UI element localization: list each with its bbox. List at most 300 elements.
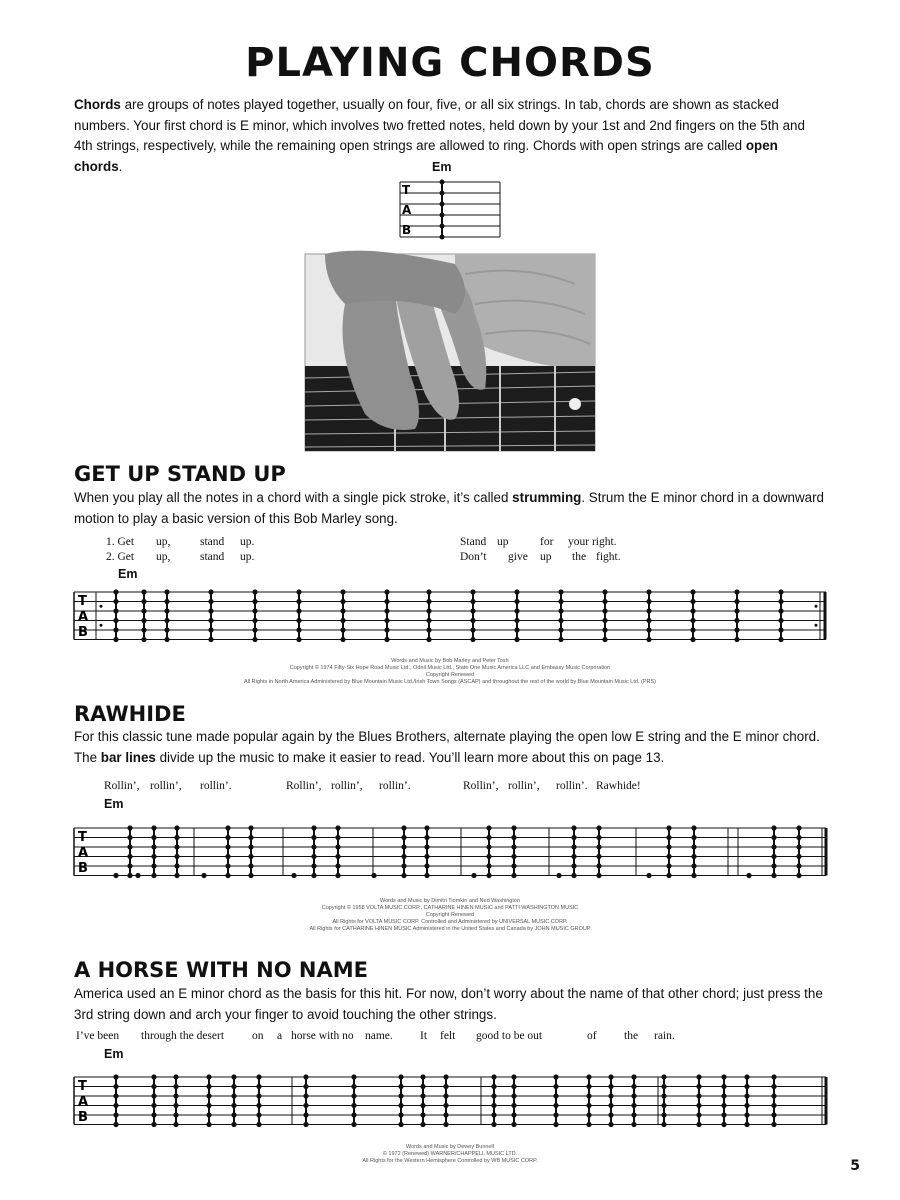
lyric: felt — [440, 1030, 456, 1042]
em-chord-tab — [400, 178, 500, 238]
tab-note — [696, 1093, 701, 1098]
tab-note — [340, 608, 345, 613]
tab-letter-a: A — [402, 203, 412, 217]
page-number: 5 — [850, 1158, 860, 1174]
tab-note — [208, 627, 213, 632]
tab-note — [296, 589, 301, 594]
tab-note — [151, 844, 156, 849]
tab-note — [631, 1084, 636, 1089]
tab-note — [303, 1093, 308, 1098]
tab-note — [691, 873, 696, 878]
tab-note — [303, 1074, 308, 1079]
credit-line: Copyright © 1958 VOLTA MUSIC CORP., CATHARINE HINEN MUSIC and PATTI WASHINGTON MUSIC — [321, 905, 579, 911]
lyric: horse with no — [291, 1030, 354, 1042]
tab-note — [558, 608, 563, 613]
tab-letter: T — [78, 830, 87, 845]
tab-note — [401, 863, 406, 868]
tab-note — [420, 1084, 425, 1089]
tab-note — [208, 618, 213, 623]
tab-staff-a-horse-with-no-name — [74, 1073, 826, 1129]
chord-label: Em — [104, 1047, 124, 1061]
tab-note — [151, 835, 156, 840]
tab-note — [596, 873, 601, 878]
tab-note — [398, 1074, 403, 1079]
tab-note — [351, 1074, 356, 1079]
tab-note — [231, 1074, 236, 1079]
tab-note — [511, 825, 516, 830]
tab-note — [225, 854, 230, 859]
tab-note — [558, 637, 563, 642]
tab-note — [602, 637, 607, 642]
tab-note — [771, 1103, 776, 1108]
tab-note — [558, 599, 563, 604]
tab-note — [596, 825, 601, 830]
tab-note — [127, 835, 132, 840]
page-title: PLAYING CHORDS — [245, 40, 655, 86]
tab-note — [384, 599, 389, 604]
tab-note — [646, 618, 651, 623]
tab-note — [225, 825, 230, 830]
tab-note — [796, 854, 801, 859]
tab-note — [208, 608, 213, 613]
tab-note — [646, 873, 651, 878]
tab-note — [151, 1074, 156, 1079]
section1-text-a: When you play all the notes in a chord with a single pick stroke, it’s called — [74, 490, 513, 505]
tab-note — [135, 873, 140, 878]
tab-note — [231, 1122, 236, 1127]
tab-note — [113, 1122, 118, 1127]
tab-note — [646, 599, 651, 604]
tab-note — [174, 844, 179, 849]
tab-note — [420, 1112, 425, 1117]
tab-note — [173, 1093, 178, 1098]
tab-note — [424, 825, 429, 830]
tab-note — [553, 1074, 558, 1079]
tab-note — [311, 835, 316, 840]
lyric: rollin’, — [508, 780, 540, 792]
lyric: give — [508, 551, 528, 563]
tab-note — [746, 873, 751, 878]
tab-note — [398, 1084, 403, 1089]
lyric: Rollin’, — [286, 780, 322, 792]
lyric: 1. Get — [106, 536, 135, 548]
term-strumming: strumming — [512, 490, 582, 505]
tab-note — [771, 844, 776, 849]
lyric: the — [624, 1030, 639, 1042]
tab-note — [113, 1112, 118, 1117]
tab-note — [602, 589, 607, 594]
lyric: up. — [240, 551, 255, 563]
tab-note — [398, 1103, 403, 1108]
tab-note — [206, 1093, 211, 1098]
tab-note — [491, 1112, 496, 1117]
lyric: the — [572, 551, 587, 563]
tab-note — [690, 608, 695, 613]
tab-note — [174, 825, 179, 830]
tab-note — [252, 608, 257, 613]
tab-note — [424, 854, 429, 859]
tab-note — [151, 1103, 156, 1108]
tab-note — [113, 873, 118, 878]
tab-note — [335, 844, 340, 849]
lyric: I’ve been — [76, 1030, 120, 1042]
tab-note — [206, 1074, 211, 1079]
tab-note — [771, 1112, 776, 1117]
tab-note — [511, 1112, 516, 1117]
tab-note — [113, 1103, 118, 1108]
tab-note — [151, 1112, 156, 1117]
lyric: stand — [200, 536, 225, 548]
section1-paragraph — [74, 488, 824, 529]
tab-note — [470, 599, 475, 604]
tab-note — [164, 627, 169, 632]
section-heading-rawhide: RAWHIDE — [74, 702, 186, 726]
tab-note — [608, 1074, 613, 1079]
tab-note — [113, 637, 118, 642]
tab-note — [426, 627, 431, 632]
tab-note — [691, 854, 696, 859]
tab-note — [796, 873, 801, 878]
tab-letter-b: B — [402, 223, 412, 237]
tab-note — [470, 637, 475, 642]
tab-note — [335, 835, 340, 840]
tab-note — [248, 844, 253, 849]
lyric: up, — [156, 551, 171, 563]
tab-note — [426, 599, 431, 604]
tab-note — [608, 1103, 613, 1108]
tab-note — [231, 1103, 236, 1108]
tab-note — [586, 1103, 591, 1108]
tab-note — [586, 1074, 591, 1079]
tab-note — [646, 589, 651, 594]
lyric: Rawhide! — [596, 780, 641, 792]
section3-paragraph: America used an E minor chord as the basis for this hit. For now, don’t worry about the name of that other chord; just press the 3rd string down and arch your finger to avoid touching the other strings. — [74, 986, 823, 1022]
tab-note — [164, 618, 169, 623]
tab-note — [335, 873, 340, 878]
tab-note — [335, 825, 340, 830]
tab-note — [721, 1103, 726, 1108]
tab-note — [666, 873, 671, 878]
tab-note — [514, 608, 519, 613]
tab-note — [335, 854, 340, 859]
tab-note — [586, 1084, 591, 1089]
tab-note — [486, 825, 491, 830]
tab-note — [426, 589, 431, 594]
tab-note — [491, 1074, 496, 1079]
tab-note — [666, 835, 671, 840]
tab-note — [690, 589, 695, 594]
credit-line: Words and Music by Bob Marley and Peter Tosh — [391, 658, 509, 664]
tab-note — [691, 844, 696, 849]
tab-note — [514, 599, 519, 604]
tab-note — [206, 1103, 211, 1108]
section-heading-a-horse-with-no-name: A HORSE WITH NO NAME — [74, 958, 368, 982]
tab-note — [113, 1074, 118, 1079]
tab-note — [256, 1084, 261, 1089]
tab-note — [113, 627, 118, 632]
tab-note — [443, 1074, 448, 1079]
tab-note — [571, 844, 576, 849]
tab-note — [127, 863, 132, 868]
tab-letter: T — [78, 1079, 87, 1094]
tab-note — [252, 627, 257, 632]
tab-note — [113, 599, 118, 604]
tab-note — [661, 1093, 666, 1098]
lyric: rollin’. — [379, 780, 411, 792]
credit-line: All Rights for VOLTA MUSIC CORP. Controlled and Administered by UNIVERSAL MUSIC CORP. — [332, 919, 568, 925]
tab-note — [691, 835, 696, 840]
tab-note — [384, 608, 389, 613]
tab-note — [734, 608, 739, 613]
lyric: of — [587, 1030, 597, 1042]
lyric: Rollin’, — [104, 780, 140, 792]
tab-note — [744, 1084, 749, 1089]
tab-note — [248, 825, 253, 830]
tab-note — [252, 599, 257, 604]
lyric: rollin’, — [150, 780, 182, 792]
tab-note — [164, 599, 169, 604]
tab-note — [401, 825, 406, 830]
tab-note — [771, 873, 776, 878]
tab-note — [256, 1122, 261, 1127]
tab-letter: A — [78, 1094, 89, 1110]
tab-note — [174, 835, 179, 840]
tab-note — [646, 637, 651, 642]
tab-note — [225, 863, 230, 868]
tab-note — [553, 1093, 558, 1098]
credit-line: © 1972 (Renewed) WARNER/CHAPPELL MUSIC LTD. — [382, 1151, 518, 1157]
tab-note — [248, 863, 253, 868]
tab-note — [371, 873, 376, 878]
credit-line: All Rights for CATHARINE HINEN MUSIC Administered in the United States and Canada by JOHN MUSIC GROUP — [309, 926, 591, 932]
tab-note — [311, 854, 316, 859]
tab-note — [511, 844, 516, 849]
tab-note — [311, 825, 316, 830]
tab-note — [778, 589, 783, 594]
section1-text-b: . Strum the E minor chord in a downward motion to play a basic version of this Bob Marley song. — [74, 490, 824, 526]
lyric: stand — [200, 551, 225, 563]
lyric: name. — [365, 1030, 393, 1042]
tab-note — [151, 873, 156, 878]
tab-note — [778, 618, 783, 623]
tab-note — [113, 589, 118, 594]
tab-note — [351, 1122, 356, 1127]
section-heading-get-up-stand-up: GET UP STAND UP — [74, 462, 286, 486]
lyric: through the desert — [141, 1030, 225, 1042]
tab-note — [151, 825, 156, 830]
tab-note — [384, 589, 389, 594]
credit-line: Copyright Renewed — [425, 912, 475, 918]
tab-note — [420, 1103, 425, 1108]
tab-note — [401, 844, 406, 849]
tab-note — [340, 618, 345, 623]
tab-letter: A — [78, 609, 89, 625]
tab-note — [666, 854, 671, 859]
tab-note — [666, 863, 671, 868]
tab-note — [113, 618, 118, 623]
tab-note — [596, 863, 601, 868]
chord-hand-photo — [305, 254, 595, 451]
tab-note — [208, 589, 213, 594]
tab-note — [491, 1122, 496, 1127]
tab-note — [206, 1122, 211, 1127]
tab-note — [511, 1074, 516, 1079]
tab-note — [401, 873, 406, 878]
tab-note — [303, 1103, 308, 1108]
tab-note — [252, 589, 257, 594]
tab-note — [558, 589, 563, 594]
tab-note — [164, 608, 169, 613]
tab-note — [173, 1084, 178, 1089]
lyric: up. — [240, 536, 255, 548]
tab-note — [721, 1084, 726, 1089]
tab-note — [340, 627, 345, 632]
tab-note — [252, 637, 257, 642]
tab-note — [771, 863, 776, 868]
credits-a-horse-with-no-name — [150, 1144, 750, 1165]
tab-note — [796, 825, 801, 830]
tab-letter: B — [78, 861, 88, 876]
tab-note — [384, 637, 389, 642]
tab-note — [646, 608, 651, 613]
tab-note — [486, 854, 491, 859]
tab-note — [608, 1122, 613, 1127]
tab-note — [511, 873, 516, 878]
tab-note — [661, 1074, 666, 1079]
tab-note — [401, 835, 406, 840]
tab-note — [796, 835, 801, 840]
tab-note — [335, 863, 340, 868]
tab-note — [491, 1103, 496, 1108]
tab-note — [248, 873, 253, 878]
tab-note — [553, 1112, 558, 1117]
tab-note — [291, 873, 296, 878]
tab-note — [690, 618, 695, 623]
tab-note — [491, 1084, 496, 1089]
tab-note — [734, 627, 739, 632]
tab-note — [398, 1093, 403, 1098]
tab-note — [340, 637, 345, 642]
tab-note — [401, 854, 406, 859]
tab-note — [424, 835, 429, 840]
tab-note — [553, 1103, 558, 1108]
tab-note — [596, 835, 601, 840]
credit-line: Copyright © 1974 Fifty-Six Hope Road Music Ltd., Odnil Music Ltd., State One Music America LLC and Embassy Music Corporation — [289, 665, 611, 671]
tab-note — [256, 1112, 261, 1117]
tab-note — [151, 863, 156, 868]
credit-line: All Rights in North America Administered by Blue Mountain Music Ltd./Irish Town Songs (ASCAP) and throughout the rest of the world by Blue Mountain Music Ltd. (PRS) — [244, 679, 656, 685]
tab-note — [248, 835, 253, 840]
lyric: It — [420, 1030, 428, 1042]
tab-note — [661, 1122, 666, 1127]
tab-note — [608, 1093, 613, 1098]
tab-note — [470, 589, 475, 594]
tab-note — [771, 825, 776, 830]
tab-note — [631, 1122, 636, 1127]
credit-line: Copyright Renewed — [425, 672, 475, 678]
tab-note — [174, 863, 179, 868]
tab-note — [631, 1103, 636, 1108]
tab-note — [511, 854, 516, 859]
tab-note — [470, 618, 475, 623]
tab-note — [646, 627, 651, 632]
credit-line: Words and Music by Dewey Bunnell — [406, 1144, 494, 1150]
tab-note — [631, 1112, 636, 1117]
tab-note — [351, 1093, 356, 1098]
tab-note — [252, 618, 257, 623]
lyric: Stand — [460, 536, 487, 548]
tab-note — [586, 1093, 591, 1098]
tab-note — [511, 1122, 516, 1127]
tab-note — [514, 637, 519, 642]
tab-note — [734, 589, 739, 594]
lyric: up, — [156, 536, 171, 548]
tab-note — [666, 825, 671, 830]
tab-note — [721, 1112, 726, 1117]
tab-note — [303, 1084, 308, 1089]
tab-note — [778, 637, 783, 642]
lyric: Don’t — [460, 551, 487, 563]
tab-note — [173, 1103, 178, 1108]
lyric: your right. — [568, 536, 617, 548]
tab-note — [424, 863, 429, 868]
tab-letter: A — [78, 845, 89, 861]
lyric: up — [540, 551, 552, 563]
tab-note — [174, 854, 179, 859]
lyric: fight. — [596, 551, 621, 563]
tab-note — [796, 844, 801, 849]
tab-note — [426, 637, 431, 642]
tab-note — [173, 1074, 178, 1079]
tab-note — [602, 627, 607, 632]
tab-note — [771, 1093, 776, 1098]
tab-note — [151, 854, 156, 859]
chord-label: Em — [104, 797, 124, 811]
tab-note — [127, 854, 132, 859]
tab-note — [141, 637, 146, 642]
tab-note — [602, 608, 607, 613]
tab-staff-get-up-stand-up — [74, 588, 826, 644]
tab-note — [174, 873, 179, 878]
lyric: rollin’, — [331, 780, 363, 792]
tab-note — [141, 608, 146, 613]
tab-note — [734, 618, 739, 623]
term-open-chords: open chords — [74, 138, 778, 174]
lyric: good to be out — [476, 1030, 543, 1042]
tab-note — [514, 627, 519, 632]
tab-letter-t: T — [402, 183, 411, 197]
lyric: 2. Get — [106, 551, 135, 563]
tab-note — [225, 873, 230, 878]
lyric: a — [277, 1030, 283, 1042]
tab-note — [771, 854, 776, 859]
tab-note — [127, 844, 132, 849]
tab-note — [558, 627, 563, 632]
lyric: rollin’. — [556, 780, 588, 792]
tab-note — [127, 873, 132, 878]
tab-note — [690, 599, 695, 604]
lyric: on — [252, 1030, 264, 1042]
tab-note — [571, 873, 576, 878]
tab-note — [231, 1112, 236, 1117]
tab-note — [666, 844, 671, 849]
tab-note — [296, 627, 301, 632]
tab-note — [424, 844, 429, 849]
tab-note — [696, 1122, 701, 1127]
tab-note — [661, 1112, 666, 1117]
tab-note — [721, 1122, 726, 1127]
tab-note — [311, 873, 316, 878]
